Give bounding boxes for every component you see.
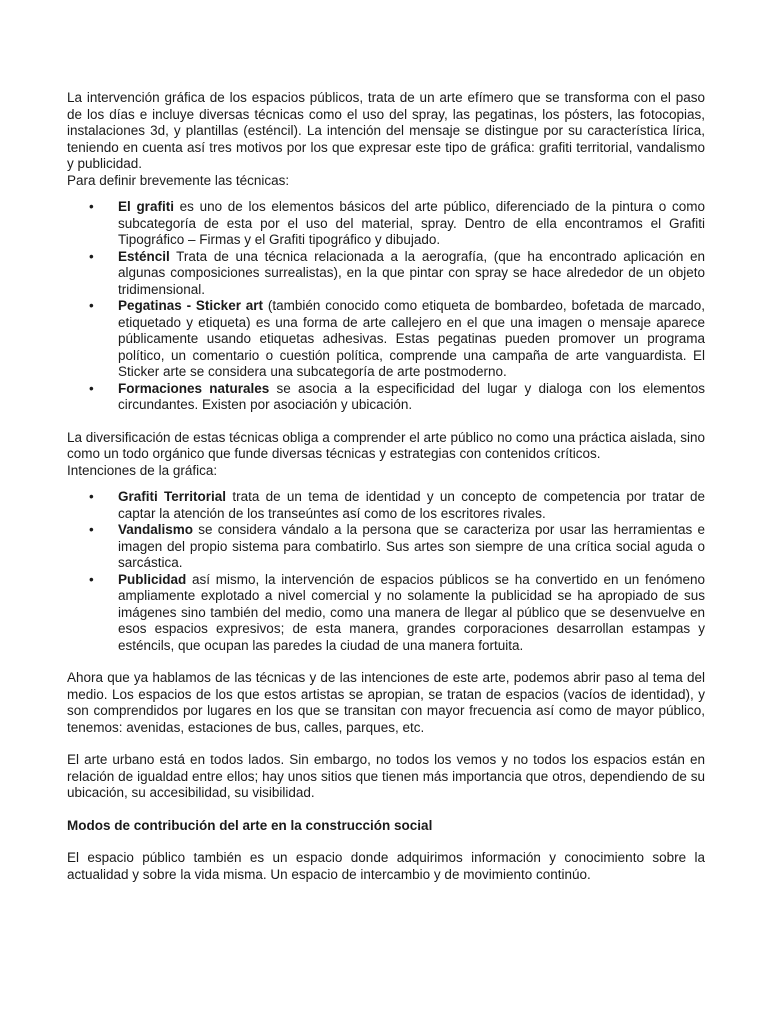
public-space-paragraph: El espacio público también es un espacio donde adquirimos información y conocimiento sobre la actualidad y sobre la vida misma. Un espacio de intercambio y de movimiento continúo. bbox=[67, 850, 705, 882]
definition: (también conocido como etiqueta de bombardeo, bofetada de marcado, etiquetado y etiqueta) es una forma de arte callejero en el que una imagen o mensaje aparece públicamente usando etiquetas adhesivas. Estas pegatinas pueden promover un programa político, un comentario o cuestión política, comprende una campaña de arte vanguardista. El Sticker arte se considera una subcategoría de arte postmoderno. bbox=[118, 298, 706, 379]
bullet-icon: • bbox=[89, 571, 94, 587]
list-item bbox=[67, 522, 705, 572]
list-item bbox=[67, 298, 705, 381]
definition: trata de un tema de identidad y un concepto de competencia por tratar de captar la atención de los transeúntes así como de los escritores rivales. bbox=[118, 489, 705, 521]
list-item bbox=[67, 489, 705, 522]
list-item bbox=[67, 381, 705, 414]
definition: se considera vándalo a la persona que se caracteriza por usar las herramientas e imagen del propio sistema para combatirlo. Sus artes son siempre de una crítica social aguda o sarcástica. bbox=[118, 522, 705, 570]
term: Pegatinas - Sticker art bbox=[118, 298, 264, 313]
term: Vandalismo bbox=[118, 522, 194, 537]
medium-paragraph: Ahora que ya hablamos de las técnicas y de las intenciones de este arte, podemos abrir paso al tema del medio. Los espacios de los que estos artistas se apropian, se tratan de espacios (vacíos de identidad), y son comprendidos por lugares en los que se transitan con mayor frecuencia así como de mayor público, tenemos: avenidas, estaciones de bus, calles, parques, etc. bbox=[67, 670, 705, 735]
definition: es uno de los elementos básicos del arte público, diferenciado de la pintura o como subcategoría de esta por el uso del material, spray. Dentro de ella encontramos el Grafiti Tipográfico – Firmas y el Grafiti tipográfico y dibujado. bbox=[118, 199, 705, 247]
intro-paragraph: La intervención gráfica de los espacios públicos, trata de un arte efímero que se transforma con el paso de los días e incluye diversas técnicas como el uso del spray, las pegatinas, los pósters, las fotocopias, instalaciones 3d, y plantillas (esténcil). La intención del mensaje se distingue por su característica lírica, teniendo en cuenta así tres motivos por los que expresar este tipo de gráfica: grafiti territorial, vandalismo y publicidad. bbox=[67, 90, 705, 171]
bullet-icon: • bbox=[89, 380, 94, 396]
bullet-icon: • bbox=[89, 298, 94, 313]
techniques-list bbox=[67, 199, 705, 414]
list-item bbox=[67, 199, 705, 249]
bullet-icon: • bbox=[89, 199, 94, 214]
techniques-lead: Para definir brevemente las técnicas: bbox=[67, 172, 290, 188]
section-heading: Modos de contribución del arte en la construcción social bbox=[67, 817, 433, 833]
document-page bbox=[67, 90, 705, 883]
term: Formaciones naturales bbox=[118, 380, 270, 396]
diversification-paragraph: La diversificación de estas técnicas obliga a comprender el arte público no como una práctica aislada, sino como un todo orgánico que funde diversas técnicas y estrategias con contenidos críticos. bbox=[67, 429, 705, 461]
definition: Trata de una técnica relacionada a la aerografía, (que ha encontrado aplicación en algunas composiciones surrealistas), en la que pintar con spray se hace alrededor de un objeto tridimensional. bbox=[118, 248, 705, 297]
bullet-icon: • bbox=[89, 248, 94, 264]
term: Esténcil bbox=[118, 248, 170, 264]
list-item bbox=[67, 572, 705, 655]
definition: así mismo, la intervención de espacios públicos se ha convertido en un fenómeno ampliamente explotado a nivel comercial y no solamente la publicidad se ha apropiado de sus imágenes sino también del medio, como una manera de llegar al público que se desenvuelve en esos espacios expresivos; de esta manera, grandes corporaciones desarrollan estampas y esténcils, que ocupan las paredes la ciudad de una manera fortuita. bbox=[118, 571, 705, 653]
definition: se asocia a la especificidad del lugar y dialoga con los elementos circundantes. Existen por asociación y ubicación. bbox=[118, 380, 705, 412]
term: Publicidad bbox=[118, 571, 187, 587]
bullet-icon: • bbox=[89, 489, 94, 504]
intentions-list bbox=[67, 489, 705, 654]
list-item bbox=[67, 249, 705, 299]
urban-art-paragraph: El arte urbano está en todos lados. Sin embargo, no todos los vemos y no todos los espacios están en relación de igualdad entre ellos; hay unos sitios que tienen más importancia que otros, dependiendo de su ubicación, su accesibilidad, su visibilidad. bbox=[67, 752, 705, 800]
term: Grafiti Territorial bbox=[118, 489, 227, 504]
intentions-lead: Intenciones de la gráfica: bbox=[67, 462, 218, 478]
bullet-icon: • bbox=[89, 522, 94, 537]
term: El grafiti bbox=[118, 199, 174, 214]
